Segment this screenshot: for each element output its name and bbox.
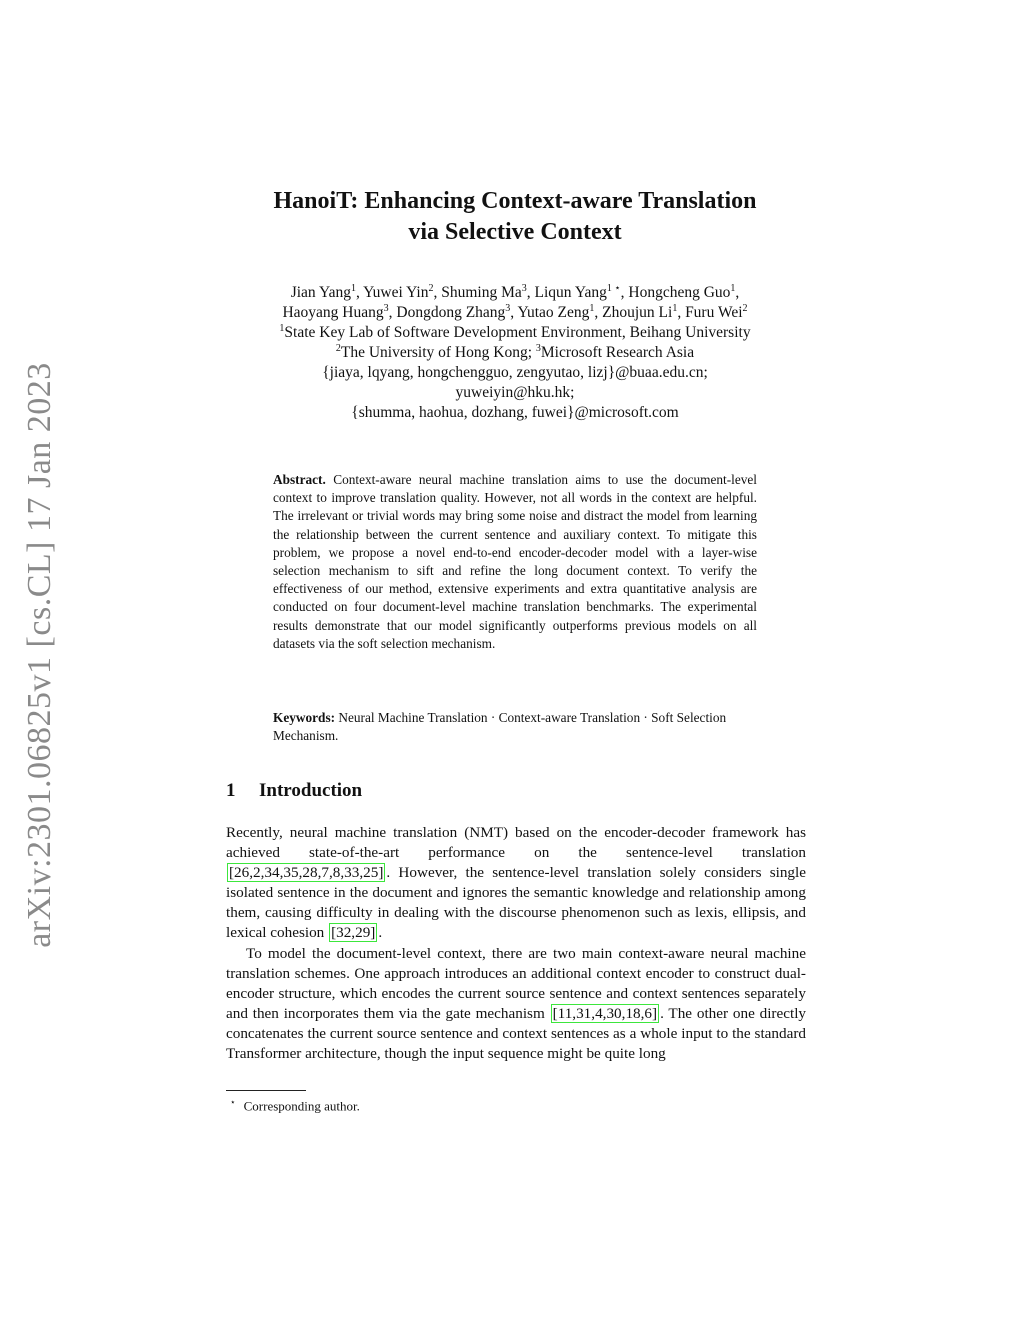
affil-sup: 3 <box>535 342 541 354</box>
affil-text: The University of Hong Kong; <box>340 344 536 361</box>
section-heading <box>226 780 362 802</box>
author-sup: 3 <box>383 302 389 314</box>
title-line-2: via Selective Context <box>408 219 622 245</box>
keywords-label: Keywords: <box>273 710 336 725</box>
author-name: Dongdong Zhang <box>396 304 506 321</box>
author-name: Jian Yang <box>290 284 351 301</box>
author-sup: 2 <box>742 302 748 314</box>
affil-text: State Key Lab of Software Development Environment, Beihang University <box>284 324 751 341</box>
email-line-3: {shumma, haohua, dozhang, fuwei}@microsoft.com <box>351 404 679 421</box>
keywords <box>273 709 757 745</box>
intro-text: . <box>378 924 383 942</box>
keywords-text: Neural Machine Translation · Context-aware Translation · Soft Selection Mechanism. <box>273 710 727 744</box>
citation-link[interactable]: [11,31,4,30,18,6] <box>552 1004 658 1022</box>
author-sup: 3 <box>521 282 527 294</box>
abstract-label: Abstract. <box>273 472 326 487</box>
intro-text: Recently, neural machine translation (NMT) based on the encoder-decoder framework has achieved state-of-the-art performance on the sentence-level translation <box>226 824 806 862</box>
intro-text: . However, the sentence-level translation solely considers single isolated sentence in the document and ignores the semantic knowledge and relationship among them, causing difficulty in dealing with the discourse phenomenon such as lexis, ellipsis, and lexical cohesion <box>226 864 806 942</box>
author-sup: 2 <box>428 282 434 294</box>
footnote <box>230 1097 360 1114</box>
arxiv-sidebar-stamp <box>10 362 70 948</box>
intro-text: . The other one directly concatenates the current source sentence and context sentences as a whole input to the standard Transformer architecture, though the input sequence might be quite long <box>226 1004 807 1063</box>
intro-paragraph-2 <box>226 944 806 1065</box>
author-name: Liqun Yang <box>534 284 607 301</box>
author-sup: 1 <box>672 302 678 314</box>
author-sup: 1 <box>350 282 356 294</box>
abstract-text: Context-aware neural machine translation aims to use the document-level context to improve translation quality. However, not all words in the context are helpful. The irrelevant or trivial words may bring some noise and distract the model from learning the relationship between the current sentence and auxiliary context. To mitigate this problem, we propose a novel end-to-end encoder-decoder model with a layer-wise selection mechanism to sift and refine the long document context. To verify the effectiveness of our method, extensive experiments and extra quantitative analysis are conducted on four document-level machine translation benchmarks. The experimental results demonstrate that our model significantly outperforms previous models on all datasets via the soft selection mechanism. <box>273 472 758 651</box>
footnote-rule <box>226 1090 306 1091</box>
title-line-1: HanoiT: Enhancing Context-aware Translation <box>273 188 757 214</box>
intro-paragraph-1 <box>226 823 806 944</box>
author-sup: 1 <box>730 282 736 294</box>
email-line-1: {jiaya, lqyang, hongchengguo, zengyutao, lizj}@buaa.edu.cn; <box>322 364 708 381</box>
affiliation-2 <box>180 343 850 363</box>
author-name: Furu Wei <box>685 304 743 321</box>
affil-sup: 1 <box>279 322 285 334</box>
author-sup: 3 <box>505 302 511 314</box>
author-name: Haoyang Huang <box>282 304 384 321</box>
affil-sup: 2 <box>335 342 341 354</box>
author-line-2: Haoyang Huang$^3$, Dongdong Zhang$^3$, Yutao Zeng$^1$, Zhoujun Li$^1$, Furu Wei$^2$ <box>282 302 748 321</box>
author-name: Zhoujun Li <box>602 304 673 321</box>
author-name: Shuming Ma <box>441 284 522 301</box>
arxiv-id: arXiv:2301.06825v1 [cs.CL] 17 Jan 2023 <box>21 362 58 948</box>
section-number: 1 <box>226 780 236 801</box>
author-line-1: Jian Yang$^1$, Yuwei Yin$^2$, Shuming Ma$^3$, Liqun Yang$^{1 ⋆}$, Hongcheng Guo$^1$, <box>290 282 740 301</box>
affil-text: Microsoft Research Asia <box>540 344 695 361</box>
citation-link[interactable]: [32,29] <box>331 924 376 942</box>
citation-link[interactable]: [26,2,34,35,28,7,8,33,25] <box>229 864 384 882</box>
author-sup: 1 <box>589 302 595 314</box>
author-name: Yutao Zeng <box>517 304 590 321</box>
footnote-mark: ⋆ <box>230 1097 236 1107</box>
intro-body <box>226 823 806 1064</box>
author-name: Yuwei Yin <box>363 284 429 301</box>
footnote-text: Corresponding author. <box>243 1098 360 1114</box>
paper-title <box>160 186 870 248</box>
section-title: Introduction <box>259 780 363 801</box>
author-sup: 1 ⋆ <box>606 282 621 294</box>
abstract <box>273 471 757 653</box>
intro-text: To model the document-level context, there are two main context-aware neural machine translation schemes. One approach introduces an additional context encoder to construct dual-encoder structure, which encodes the current source sentence and context sentences separately and then incorporates them via the gate mechanism <box>226 944 806 1022</box>
author-name: Hongcheng Guo <box>628 284 731 301</box>
email-line-2: yuweiyin@hku.hk; <box>455 384 575 401</box>
author-block <box>180 283 850 423</box>
affiliation-1 <box>180 323 850 343</box>
